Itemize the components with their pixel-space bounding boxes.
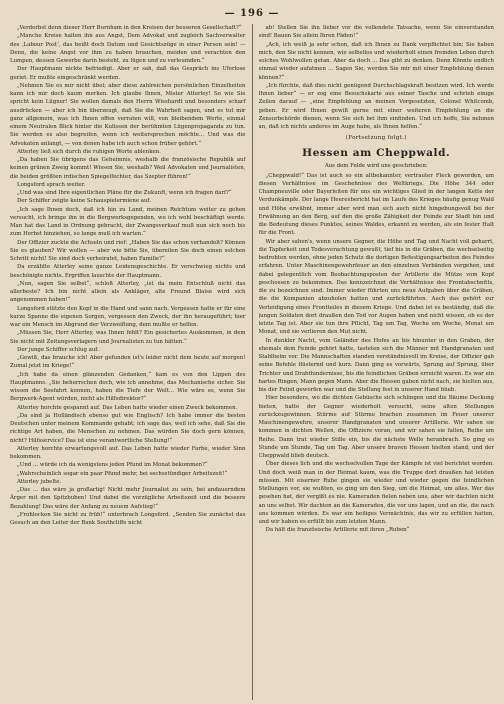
paragraph: Longsford sprach weiter. bbox=[17, 181, 86, 188]
paragraph: „Nehmen Sie es mir nicht übel; aber diese zahlreichen persönlichen Einzelheiten kann ich mir doch kaum merken. Ich glaube Ihnen, Mister Atterley! So wie Sie spricht kein Lügner! Sie wollen damals den Herrn Wisshardt und besonders scharf ausdrücken — aber ich bin überzeugt, daß Sie die Wahrheit sagen, und es tut mir ganz allgemein, was ich Ihnen offen verraten will, von bleibendem Werte, einmal einem Neutralen Blick hinter die Kulissen der berühmten Lügenpropaganda zu tun. Sie werden es also begreifen, wenn ich weitersprechen möchte... Und was die Advokaten anlangt, — von denen habe ich auch schon früher gehört.“ bbox=[10, 82, 246, 147]
paragraph: Da erzählte Atterley seine ganze Leidensgeschichte. Er verschwieg nichts und beschönigte nichts. Ergriffen lauschte der Hauptmann. bbox=[10, 264, 246, 279]
article-paragraph: In dunkler Nacht, vom Geländer des Hofes an bis hinunter in den Graben, der ehemals dem Feinde gehört hatte, tasteten sich die Männer mit Handgranaten und Stahlhelm vor. Die Mannschaften standen verständnisvoll im Kreise, der Offizier gab seine Befehle flüsternd und kurz. Dann ging es vorwärts, Sprung auf Sprung, über Trichter und Drahthindernisse, bis die feindlichen Gräben erreicht waren. Es war ein hartes Ringen, Mann gegen Mann. Aber die Hessen gaben nicht nach, sie hielten aus, bis der Feind geworfen war und die Stellung fest in unserer Hand blieb. bbox=[258, 337, 494, 393]
two-column-layout bbox=[10, 24, 494, 700]
paragraph: „Verderbst denn dieser Herr Burnham in den Kreisen der besseren Gesellschaft?“ bbox=[17, 25, 242, 31]
paragraph: „Da haben Sie übrigens das Geheimnis, weshalb die französische Republik auf keinen grünen Zweig kommt! Wissen Sie, weshalb? Weil Advokaten und Journalisten, die beiden größten irdischen Spiegelfechter, das Szepter führen!“ bbox=[10, 157, 246, 180]
paragraph: Atterley jubelte. bbox=[17, 478, 62, 485]
article-title: Hessen am Cheppwald. bbox=[302, 146, 451, 159]
paragraph: Der Hauptmann nickte befriedigt. Aber er sah, daß das Gespräch ins Uferlose geriet. Er mußte eingeschränkt werden. bbox=[10, 66, 246, 81]
paragraph: „Ach, ich weiß ja sehr schon, daß ich Ihnen zu Dank verpflichtet bin; Sie haben mich, den Sie nicht kennen, wie selbstlos und wiederholt einen fremden Leben durch solches Wohlwollen getan. Aber da doch ... Das gibt zu denken. Denn Könnte endlich einmal wieder aufatmen ... Sagen Sie, werden Sie mir mit einer Empfehlung dienen können?“ bbox=[258, 41, 494, 81]
paragraph: „Und was sind Ihre eigentlichen Pläne für die Zukunft, wenn ich fragen darf?“ bbox=[17, 190, 232, 196]
paragraph: Atterley horchte erwartungsvoll auf. Das Leben hatte wieder Farbe, wieder Sinn bekommen. bbox=[10, 445, 246, 460]
paragraph: „Ich habe da einen glänzenden Gedanken,“ kam es von den Lippen des Hauptmanns. „Sie beherrschen doch, wie ich annehme, das Mechanische sicher. Sie wissen die Seefahrt kennen, haben die Tiefe der Welt... Wie wäre es, wenn Sie Bergwerk-Agent würden, nicht als Hilfsdirektor?“ bbox=[10, 371, 246, 403]
article-paragraph: Wir aber sahen's, wenn unsere Gegner, die Höhe und Tag und Nacht voll geharrt, die Tapferkeit und Todesverachtung gewußt, tief bis in die Gräben, die wechselseitig bedrohten werden, ohne jeden Schutz die dortigen Befestigungsarbeiten des Feindes erfahren. Unter Maschinengewehrfeuer an den einzelnen Verbänden vorgehen, und dabei gelegentlich vom Beobachtungsposten der Artillerie die Mütze vom Kopf geschossen zu bekommen. Das kennzeichnet die Verhältnisse des Frontabschnitts, die zu bezeichnen sind. Immer wieder führten uns neue Aufgaben über die Gräben, die die Kompanien abzuholen hatten und zurückführten. Auch das gehört zur Verteidigung eines Frontteiles in diesem Kriege. Und dabei ist es beständig, daß die jungen Soldaten dort draußen den Tod vor Augen haben und nicht wissen, ob es der letzte Tag ist. Aber sie tun ihre Pflicht, Tag um Tag, Woche um Woche, Monat um Monat, und sie verlieren den Mut nicht. bbox=[258, 238, 494, 336]
page-number: — 196 — bbox=[224, 8, 280, 19]
article-paragraph: Hier besonders, wo die dichten Gebüsche sich schlingen und die Bäume Deckung bieten, hatte der Gegner wiederholt versucht, seine alten Stellungen zurückzugewinnen. Stürme auf Stürme brachen zusammen im Feuer unserer Maschinengewehre, unserer Handgranaten und unserer Artillerie. Wir sahen sie kommen in dichten Wellen, die Offiziere voran, und wir sahen sie fallen, Reihe um Reihe. Dann trat wieder Stille ein, bis die nächste Welle heranbrach. So ging es Stunde um Stunde, Tag um Tag. Aber unsere braven Hessen hielten stand, und der Cheppwald blieb deutsch. bbox=[258, 395, 494, 459]
to-be-continued: (Fortsetzung folgt.) bbox=[345, 135, 407, 142]
article-paragraph: Da hält die französische Artillerie mit ihren „Ruben“ bbox=[265, 527, 410, 534]
paragraph: „Gewiß, das brauche ich! Aber gefunden ist's leider nicht dem heute auf morgen! Zumal jetzt im Kriege!“ bbox=[10, 355, 246, 370]
paragraph: „Wahrscheinlich sogar ein paar Pfund mehr, bei sechsstündiger Arbeitszeit!“ bbox=[17, 470, 228, 477]
paragraph: ab! Stellen Sie ihn lieber vor die vollendete Tatsache, wenn Sie einverstanden sind! Bauen Sie allein Ihren Fäden!“ bbox=[258, 25, 494, 40]
article-body bbox=[259, 172, 495, 535]
article-paragraph: Über dieses lich und die wechselvollen Tage der Kämpfe ist viel berichtet worden. Und doch weiß man in der Heimat kaum, was die Truppe dort draußen hat leisten müssen. Mit eiserner Ruhe gingen sie wieder und wieder gegen die feindlichen Stellungen vor, sie wußten, es ging um den Sieg, um die Heimat, um alles. Wer das gesehen hat, der vergißt es nie. Kameraden fielen neben uns, aber wir dachten nicht an uns selbst. Wir dachten an die Kameraden, die vor uns lagen, und an die, die nach uns kommen würden. Es war ein heiliges Vermächtnis, das wir zu erfüllen hatten, und wir haben es erfüllt bis zum letzten Mann. bbox=[258, 461, 494, 525]
paragraph: „Frohlocken Sie nicht zu früh!“ unterbrach Longsford. „Senden Sie zunächst das Gesuch an den Leiter der Bank Southcliffe nicht bbox=[10, 511, 246, 526]
paragraph: „Ich fürchte, daß dies nicht genügend Durchschlagskraft besitzen wird. Ich werde Ihnen lieber“ — er zog eine Besuchskarte aus seiner Tasche und schrieb einige Zeilen darauf — „eine Empfehlung an meinen Vorgesetzten, Colonel Whitcomb, geben. Er wird Ihnen gewiß gerne mit einer weiteren Empfehlung an die Zensurbehörde dienen, wenn Sie sich bei ihm einfinden. Und ich hoffe, Sie nehmen an, daß ich nichts anderes im Auge habe, als Ihnen helfen.“ bbox=[258, 82, 494, 130]
paragraph: „Nun, sagen Sie selbst“, schloß Atterley, „ist da mein Entschluß nicht das allerbeste? Ich bin nicht allein als Ankläger, alte Freund Blaise wird sich angenommen haben!“ bbox=[10, 280, 246, 304]
paragraph: „Müssen Sie, Herr Atterley, was Ihnen fehlt? Ein gesichertes Auskommen, in dem Sie nicht mit Zeitungsverlagern und Journalisten zu tun hätten.“ bbox=[10, 330, 246, 345]
paragraph: Atterley ließ sich durch die ruhigen Worte ablenken. bbox=[17, 148, 161, 155]
paragraph: „Ich sage Ihnen doch, daß ich hin zu Land, meinen Reichtum weiter zu gehen versucht, ich bringe ihn in die Bergwerksgegenden, wo ich wohl beschäftigt werde. Man hat das Land in Ordnung gebracht, der Zwangsverkauf muß nun sich noch bis zum Herbst hinziehen, so lange muß ich warten.“ bbox=[10, 206, 246, 238]
paragraph: Der Offizier zuckte die Achseln und rief: „Haben Sie das schon verhandelt? Können Sie es glauben? Wir wollen — aber wie bitte Sie, übereilen Sie doch einen solchen Schritt nicht! Sie sind doch verheiratet, haben Familie?“ bbox=[10, 239, 246, 262]
paragraph: „Das ... das wäre ja großartig! Nicht mehr Journalist zu sein, bei andauerndem Ärger mit den Spitzbuben! Und dabei die vorzügliche Arbeitszeit und die bessere Bezahlung! Das wäre der Anfang zu neuem Aufstieg!“ bbox=[10, 487, 246, 510]
paragraph: Der Schiffer zeigte keine Schauspielermiene auf. bbox=[17, 198, 151, 205]
paragraph: „Da sind ja Holländisch ebenso gut wie Englisch? Ich habe immer die besten Deutschen unter meinem Kommando gehabt; ich sage das, weil ich sehe, daß Sie die richtige Art haben, die Menschen zu nehmen. Das würden Sie doch gern können, nicht? Hilfsservice? Das ist eine verantwortliche Stellung!“ bbox=[10, 412, 246, 444]
paragraph: Atterley horchte gespannt auf. Das Leben hatte wieder einen Zweck bekommen. bbox=[17, 404, 238, 411]
column-divider bbox=[252, 24, 253, 700]
paragraph: Der junge Schiffer schlug auf. bbox=[17, 346, 99, 353]
serial-story-continuation bbox=[259, 24, 495, 131]
paragraph: Longsford stützte den Kopf in die Hand und sann nach. Vergessen hatte er für eine kurze Spanne die eigenen Sorgen, vergessen den Zweck, der ihn heraugeführt; hier war ein Mensch im Abgrund der Verzweiflung, dem mußte er helfen. bbox=[10, 305, 246, 328]
right-column bbox=[259, 24, 495, 700]
paragraph: „Und ... würde ich da wenigstens jeden Pfund im Monat bekommen?“ bbox=[17, 462, 208, 469]
left-column bbox=[10, 24, 246, 700]
article-subtitle: Aus dem Felde wird uns geschrieben: bbox=[324, 162, 428, 169]
paragraph: „Manche Kreise halten ihn aus Angst, Dem Advokat und zugleich Sachverwalter des ‚Labour Post‘, das beißt doch Datum und Gesichtszüge in einer Person sein! — Denn, die keine Angst vor ihm zu haben brauchen, meiden und verachten den Lumpen, dessen Gewerbe darin besteht, zu lügen und zu verleumden.“ bbox=[10, 33, 246, 64]
article-paragraph: „Cheppwald!“ Das ist auch so ein altbekannter, vertrauter Fleck geworden, um diesen Verhältnisse im Geschehnisse des Weltkriegs. Die Höhe 344 oder Champneuville oder Bayerleiten für uns ein wichtiges Glied in der langen Kette der Verdunkämpfe. Der lange Heeresbericht hat im Laufe des Krieges häufig genug Wald und Höhe erwähnt, immer aber wird man sich auch nicht hingebungsvoll bei der Erwähnung an den Berg, auf den die große Zähigkeit der Feinde zur Stadt hin und die Bedeutung dieses Punktes, seines Waldes, erkannt zu werden, als ein fester Halt für die Front. bbox=[258, 172, 494, 237]
